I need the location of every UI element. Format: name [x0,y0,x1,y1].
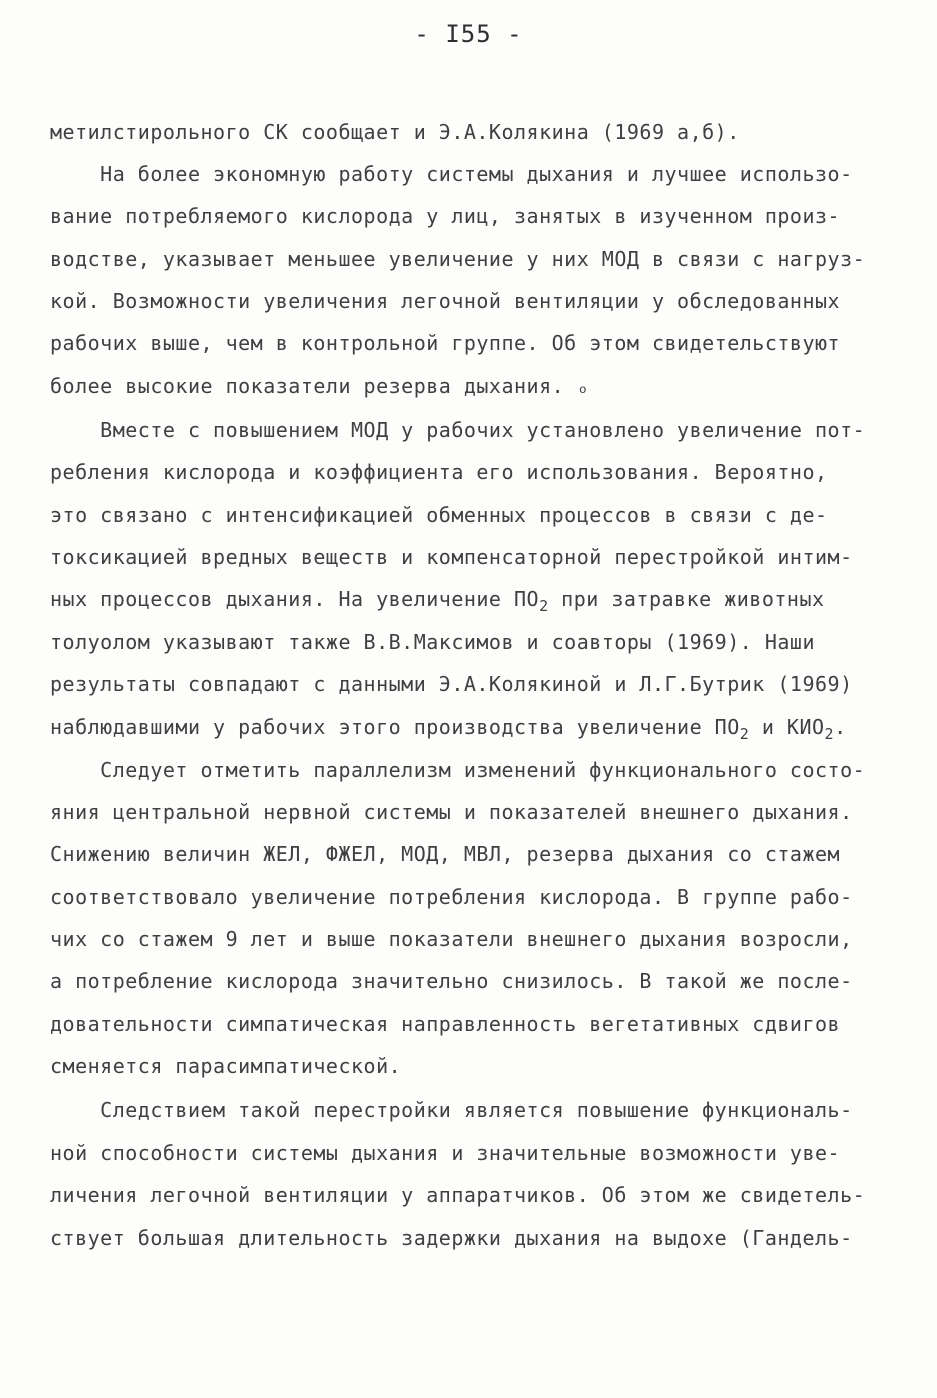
line-text: это связано с интенсификацией обменных процессов в связи с де- [50,503,828,527]
line-text: ных процессов дыхания. На увеличение ПО [50,587,540,611]
line-text: ствует большая длительность задержки дыхания на выдохе (Гандель- [50,1226,853,1250]
line-text: Следствием такой перестройки является повышение функциональ- [50,1098,853,1122]
text-line [50,842,840,866]
line-text: токсикацией вредных веществ и компенсаторной перестройкой интим- [50,545,853,569]
line-text: ребления кислорода и коэффициента его использования. Вероятно, [50,460,828,484]
line-text: вание потребляемого кислорода у лиц, занятых в изученном произ- [50,204,841,228]
line-text: Вместе с повышением МОД у рабочих установлено увеличение пот- [50,418,866,442]
text-line [50,120,740,144]
line-text: На более экономную работу системы дыхания и лучшее использо- [50,162,853,186]
text-line [50,545,853,569]
text-line [50,1098,853,1122]
page-number: - I55 - [414,20,523,48]
text-line [50,1183,865,1207]
line-text: толуолом указывают также В.В.Максимов и соавторы (1969). Наши [50,630,816,654]
line-text: а потребление кислорода значительно снизилось. В такой же после- [50,969,853,993]
text-line [50,1054,401,1078]
text-line [50,1226,853,1250]
line-text: кой. Возможности увеличения легочной вентиляции у обследованных [50,289,841,313]
subscript: 2 [824,725,835,743]
text-line [50,715,847,743]
line-text: Снижению величин ЖЕЛ, ФЖЕЛ, МОД, МВЛ, резерва дыхания со стажем [50,842,841,866]
text-line [50,331,840,355]
line-text: сменяется парасимпатической. [50,1054,402,1078]
line-text: довательности симпатическая направленность вегетативных сдвигов [50,1012,841,1036]
line-text: при затравке животных [548,587,825,611]
text-line [50,1141,840,1165]
text-line [50,247,865,271]
text-line [50,162,853,186]
subscript: 2 [739,725,750,743]
line-text: яния центральной нервной системы и показателей внешнего дыхания. [50,800,853,824]
text-line [50,969,853,993]
text-line [50,374,589,398]
text-line [50,758,865,782]
line-text: чих со стажем 9 лет и выше показатели внешнего дыхания возросли, [50,927,853,951]
line-text: рабочих выше, чем в контрольной группе. Об этом свидетельствуют [50,331,841,355]
line-text: соответствовало увеличение потребления кислорода. В группе рабо- [50,885,853,909]
text-line [50,672,853,696]
text-line [50,1012,840,1036]
line-text: наблюдавшими у рабочих этого производства увеличение ПО [50,715,740,739]
text-line [50,800,853,824]
line-text: . [834,715,847,739]
text-line [50,503,828,527]
line-text: водстве, указывает меньшее увеличение у них МОД в связи с нагруз- [50,247,866,271]
subscript: 2 [539,597,549,615]
line-text: результаты совпадают с данными Э.А.Колякиной и Л.Г.Бутрик (1969) [50,672,853,696]
text-line [50,204,840,228]
text-line [50,630,815,654]
line-text: более высокие показатели резерва дыхания. ₒ [50,374,590,398]
line-text: ной способности системы дыхания и значительные возможности уве- [50,1141,841,1165]
text-line [50,587,825,615]
line-text: метилстирольного СК сообщает и Э.А.Колякина (1969 а,б). [50,120,740,144]
text-line [50,460,828,484]
text-line [50,885,853,909]
line-text: личения легочной вентиляции у аппаратчиков. Об этом же свидетель- [50,1183,866,1207]
line-text: и КИО [749,715,825,739]
line-text: Следует отметить параллелизм изменений функционального состо- [50,758,866,782]
text-line [50,418,865,442]
text-line [50,289,840,313]
text-line [50,927,853,951]
